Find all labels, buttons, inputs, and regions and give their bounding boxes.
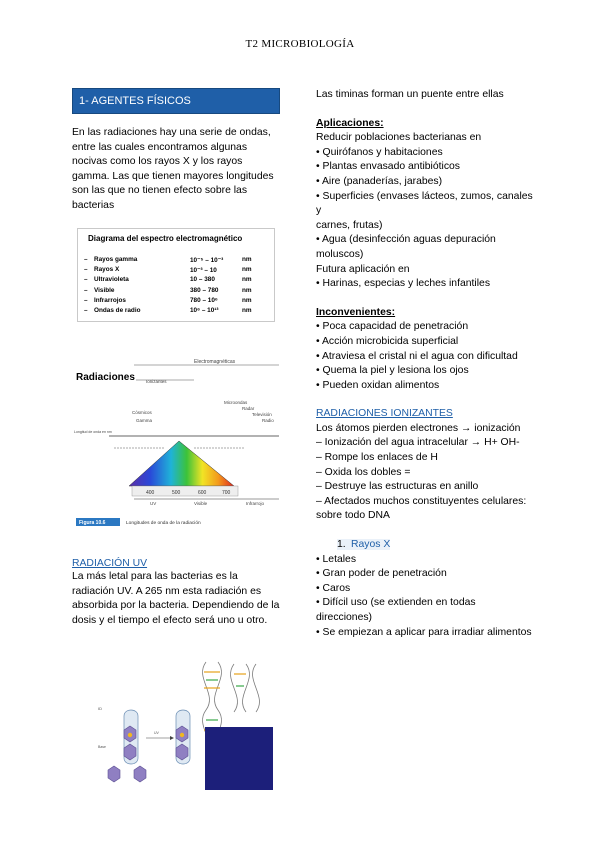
list-item: • Gran poder de penetración — [316, 568, 447, 580]
row-unit: nm — [242, 256, 252, 263]
row-name: Rayos X — [94, 266, 120, 274]
rayos-list — [316, 553, 534, 641]
row-range: 10 – 380 — [190, 276, 215, 284]
tick-label: 600 — [198, 490, 207, 496]
list-item: • Agua (desinfección aguas depuración moluscos) — [316, 234, 496, 260]
left-column — [72, 88, 280, 214]
row-name: Rayos gamma — [94, 256, 138, 263]
list-item: • Atraviesa el cristal ni el agua con dificultad — [316, 350, 518, 362]
list-item: • Poca capacidad de penetración — [316, 321, 469, 333]
uv-title[interactable]: RADIACIÓN UV — [72, 558, 148, 569]
list-item: Los átomos pierden electrones → ionización — [316, 422, 521, 434]
row-dash: – — [84, 296, 88, 304]
label-cosmicos: Cósmicos — [132, 410, 152, 415]
figure-caption: Longitudes de onda de la radiación — [126, 521, 201, 526]
list-item: carnes, frutas) — [316, 219, 383, 231]
list-item: • Plantas envasado antibióticos — [316, 161, 461, 173]
row-unit: nm — [242, 286, 252, 294]
label-radar: Radar — [242, 406, 255, 411]
list-item: – Rompe los enlaces de H — [316, 452, 438, 464]
row-range: 10⁶ – 10¹³ — [190, 307, 219, 314]
label-electromagneticas: Electromagnéticas — [194, 359, 236, 365]
list-item: – Destruye las estructuras en anillo — [316, 481, 479, 493]
row-dash: – — [84, 307, 88, 314]
label-longitud: Longitud de onda en nm — [74, 430, 112, 434]
list-item: • Difícil uso (se extienden en todas direcciones) — [316, 597, 476, 623]
radiaciones-title: Radiaciones — [76, 372, 135, 383]
ionizantes-title[interactable]: RADIACIONES IONIZANTES — [316, 408, 453, 420]
svg-text:Base: Base — [98, 745, 106, 749]
row-name: Visible — [94, 286, 115, 294]
label-uv: UV — [150, 501, 157, 506]
right-column — [316, 88, 534, 640]
radiation-figure — [74, 358, 284, 528]
rayos-x-heading — [316, 538, 534, 553]
dark-image — [205, 727, 273, 790]
intro-paragraph: En las radiaciones hay una serie de ondas, entre las cuales encontramos algunas nocivas como los rayos X y los rayos gamma. Las que tienen mayores longitudes son las que no tienen efecto sobre las bacterias — [72, 127, 274, 211]
aplicaciones-list — [316, 146, 534, 263]
row-range: 380 – 780 — [190, 286, 219, 294]
row-dash: – — [84, 266, 88, 274]
list-item: • Caros — [316, 582, 351, 594]
inconvenientes-title: Inconvenientes: — [316, 306, 396, 318]
list-item: – Oxida los dobles = — [316, 466, 411, 478]
row-dash: – — [84, 256, 88, 263]
row-name: Infrarrojos — [94, 296, 126, 304]
label-gamma: Gamma — [136, 418, 153, 423]
uv-paragraph: La más letal para las bacterias es la radiación UV. A 265 nm esta radiación es absorbida por la bacteria. Dependiendo de la dosis y el tiempo el efecto será uno u otro. — [72, 571, 280, 626]
svg-text:ID: ID — [98, 706, 102, 711]
list-item: • Aire (panaderías, jarabes) — [316, 175, 443, 187]
inconvenientes-list — [316, 320, 534, 393]
aplicaciones-title: Aplicaciones: — [316, 117, 384, 129]
aplicaciones-intro: Reducir poblaciones bacterianas en — [316, 132, 482, 144]
row-dash: – — [84, 286, 88, 294]
label-visible: Visible — [194, 501, 208, 506]
ionizantes-list — [316, 422, 534, 524]
row-unit: nm — [242, 307, 252, 314]
figure-caption-tag: Figura 10.6 — [79, 520, 106, 526]
tick-label: 700 — [222, 490, 231, 496]
rayos-title: Rayos X — [351, 539, 391, 551]
spectrum-table — [77, 228, 275, 322]
list-item: • Quema la piel y lesiona los ojos — [316, 365, 469, 377]
label-microondas: Microondas — [224, 400, 248, 405]
futura-text: Futura aplicación en — [316, 263, 410, 275]
page-title: T2 MICROBIOLOGÍA — [245, 38, 355, 50]
row-range: 10⁻³ – 10 — [190, 267, 217, 275]
label-infrarrojo: Infrarrojo — [246, 501, 265, 506]
row-unit: nm — [242, 296, 252, 304]
list-item: • Quirófanos y habitaciones — [316, 146, 443, 158]
radiation-diagram — [74, 358, 284, 528]
spectrum-table-title: Diagrama del espectro electromagnético — [88, 234, 243, 243]
label-television: Televisión — [252, 412, 272, 417]
label-radio: Radio — [262, 418, 274, 423]
row-name: Ondas de radio — [94, 307, 141, 314]
timinas-text: Las timinas forman un puente entre ellas — [316, 89, 504, 100]
row-range: 10⁻⁵ – 10⁻³ — [190, 257, 224, 264]
row-name: Ultravioleta — [94, 276, 129, 284]
rayos-number: 1. — [337, 539, 346, 551]
list-item: • Pueden oxidan alimentos — [316, 379, 440, 391]
label-ionizantes: Ionizantes — [146, 379, 167, 384]
svg-text:UV: UV — [154, 731, 159, 735]
row-unit: nm — [242, 276, 252, 284]
list-item: – Afectados muchos constituyentes celulares: sobre todo DNA — [316, 495, 527, 522]
row-dash: – — [84, 276, 88, 284]
list-item: – Ionización del agua intracelular → H+ OH- — [316, 437, 520, 449]
row-unit: nm — [242, 266, 252, 274]
row-range: 780 – 10⁶ — [190, 296, 218, 304]
list-item: • Superficies (envases lácteos, zumos, canales y — [316, 190, 533, 217]
section-header: 1- AGENTES FÍSICOS — [72, 88, 280, 114]
list-item: • Letales — [316, 553, 357, 565]
futura-item: • Harinas, especias y leches infantiles — [316, 278, 491, 290]
list-item: • Acción microbicida superficial — [316, 335, 459, 347]
list-item: • Se empiezan a aplicar para irradiar alimentos — [316, 626, 532, 638]
tick-label: 400 — [146, 490, 155, 496]
tick-label: 500 — [172, 490, 181, 496]
